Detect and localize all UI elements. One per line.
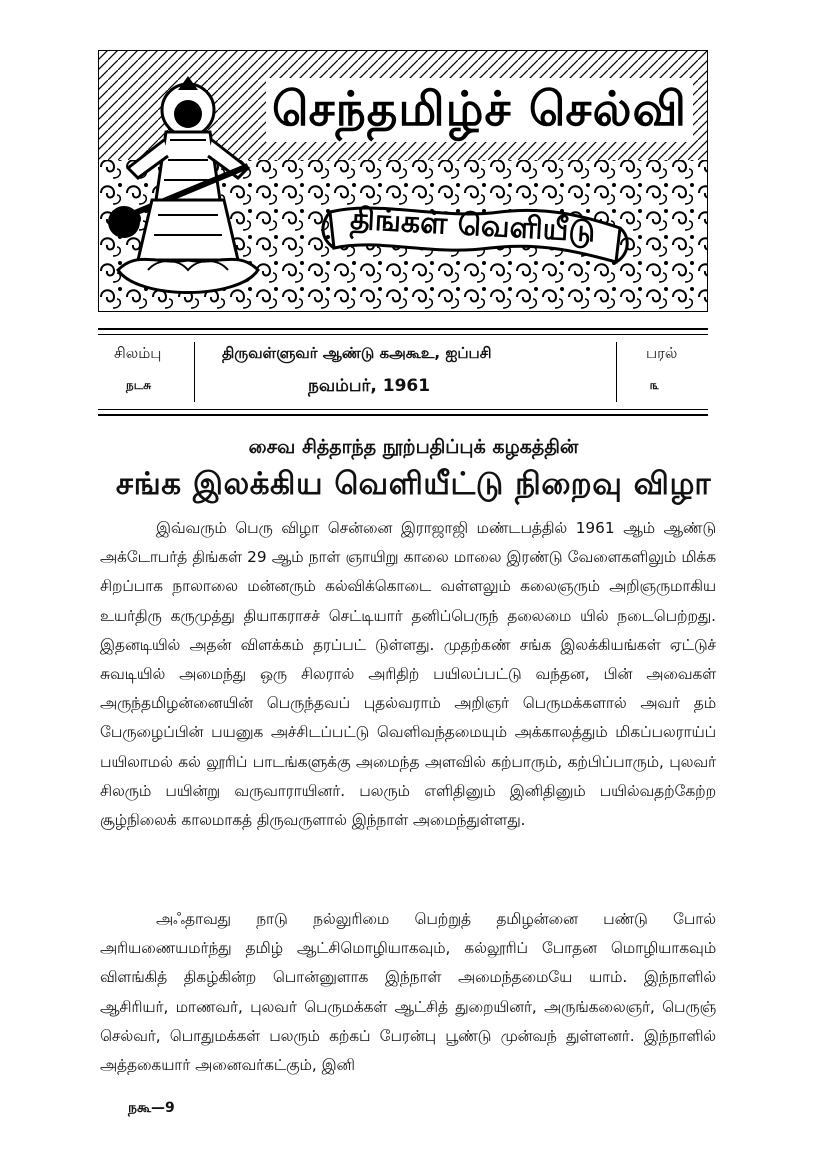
column-divider-right (616, 342, 617, 402)
article-kicker: சைவ சித்தாந்த நூற்பதிப்புக் கழகத்தின் (248, 436, 579, 458)
issue-info-table (98, 328, 708, 416)
publication-title: செந்தமிழ்ச் செல்வி (266, 78, 693, 142)
article-paragraph-1: இவ்வரும் பெரு விழா சென்னை இராஜாஜி மண்டபத்தில் 1961 ஆம் ஆண்டு அக்டோபர்த் திங்கள் 29 ஆம் நாள் ஞாயிறு காலை மாலை இரண்டு வேளைகளிலும் மிக்க சிறப்பாக நாலாலை மன்னரும் கல்விக்கொடை வள்ளலும் கலைஞரும் அறிஞருமாகிய உயர்திரு கருமுத்து தியாகராசச் செட்டியார் தனிப்பெருந் தலைமை யில் நடைபெற்றது. இதனடியில் அதன் விளக்கம் தரப்பட் டுள்ளது. முதற்கண் சங்க இலக்கியங்கள் ஏட்டுச் சுவடியில் அமைந்து ஒரு சிலரால் அரிதிற் பயிலப்பட்டு வந்தன, பின் அவைகள் அருந்தமிழன்னையின் பெருந்தவப் புதல்வராம் அறிஞர் பெருமக்களால் அவர் தம் பேருழைப்பின் பயனுக அச்சிடப்பட்டு வெளிவந்தமையும் அக்காலத்தும் மிகப்பலராய்ப் பயிலாமல் கல் லூரிப் பாடங்களுக்கு அமைந்த அளவில் கற்பாரும், கற்பிப்பாரும், புலவர் சிலரும் பயின்று வருவாராயினர். பலரும் எளிதினும் இனிதினும் பயில்வதற்கேற்ற சூழ்நிலைக் காலமாகத் திருவருளால் இந்நாள் அமைந்துள்ளது. (100, 519, 716, 830)
masthead-banner (98, 50, 708, 312)
column-divider-left (194, 342, 195, 402)
bottom-inner-rule (98, 409, 708, 410)
publication-subtitle: திங்கள் வெளியீடு (349, 201, 597, 250)
article-headline: சங்க இலக்கிய வெளியீட்டு நிறைவு விழா (115, 466, 712, 502)
article-paragraph-2: அஃதாவது நாடு நல்லுரிமை பெற்றுத் தமிழன்னை பண்டு போல் அரியணையமர்ந்து தமிழ் ஆட்சிமொழியாகவும், கல்லூரிப் போதன மொழியாகவும் விளங்கித் திகழ்கின்ற பொன்னுளாக இந்நாள் அமைந்தமையே யாம். இந்நாளில் ஆசிரியர், மாணவர், புலவர் பெருமக்கள் ஆட்சித் துறையினர், அருங்கலைஞர், பெருஞ் செல்வர், பொதுமக்கள் பலரும் கற்கப் பேரன்பு பூண்டு முன்வந் துள்ளனர். இந்நாளில் அத்தகையார் அனைவர்கட்கும், இனி (100, 910, 716, 1075)
volume-label: சிலம்பு (114, 344, 162, 362)
issue-label: பரல் (646, 344, 678, 362)
top-inner-rule (98, 334, 708, 335)
page-folio: நகூ—9 (128, 1100, 175, 1116)
issue-number: ௩ (650, 378, 660, 392)
issue-date-english: நவம்பர், 1961 (308, 376, 431, 396)
issue-date-tamil: திருவள்ளுவர் ஆண்டு கஅகூஉ, ஐப்பசி (222, 344, 492, 362)
goddess-illustration (98, 70, 268, 310)
volume-number: நடசு (126, 378, 152, 392)
